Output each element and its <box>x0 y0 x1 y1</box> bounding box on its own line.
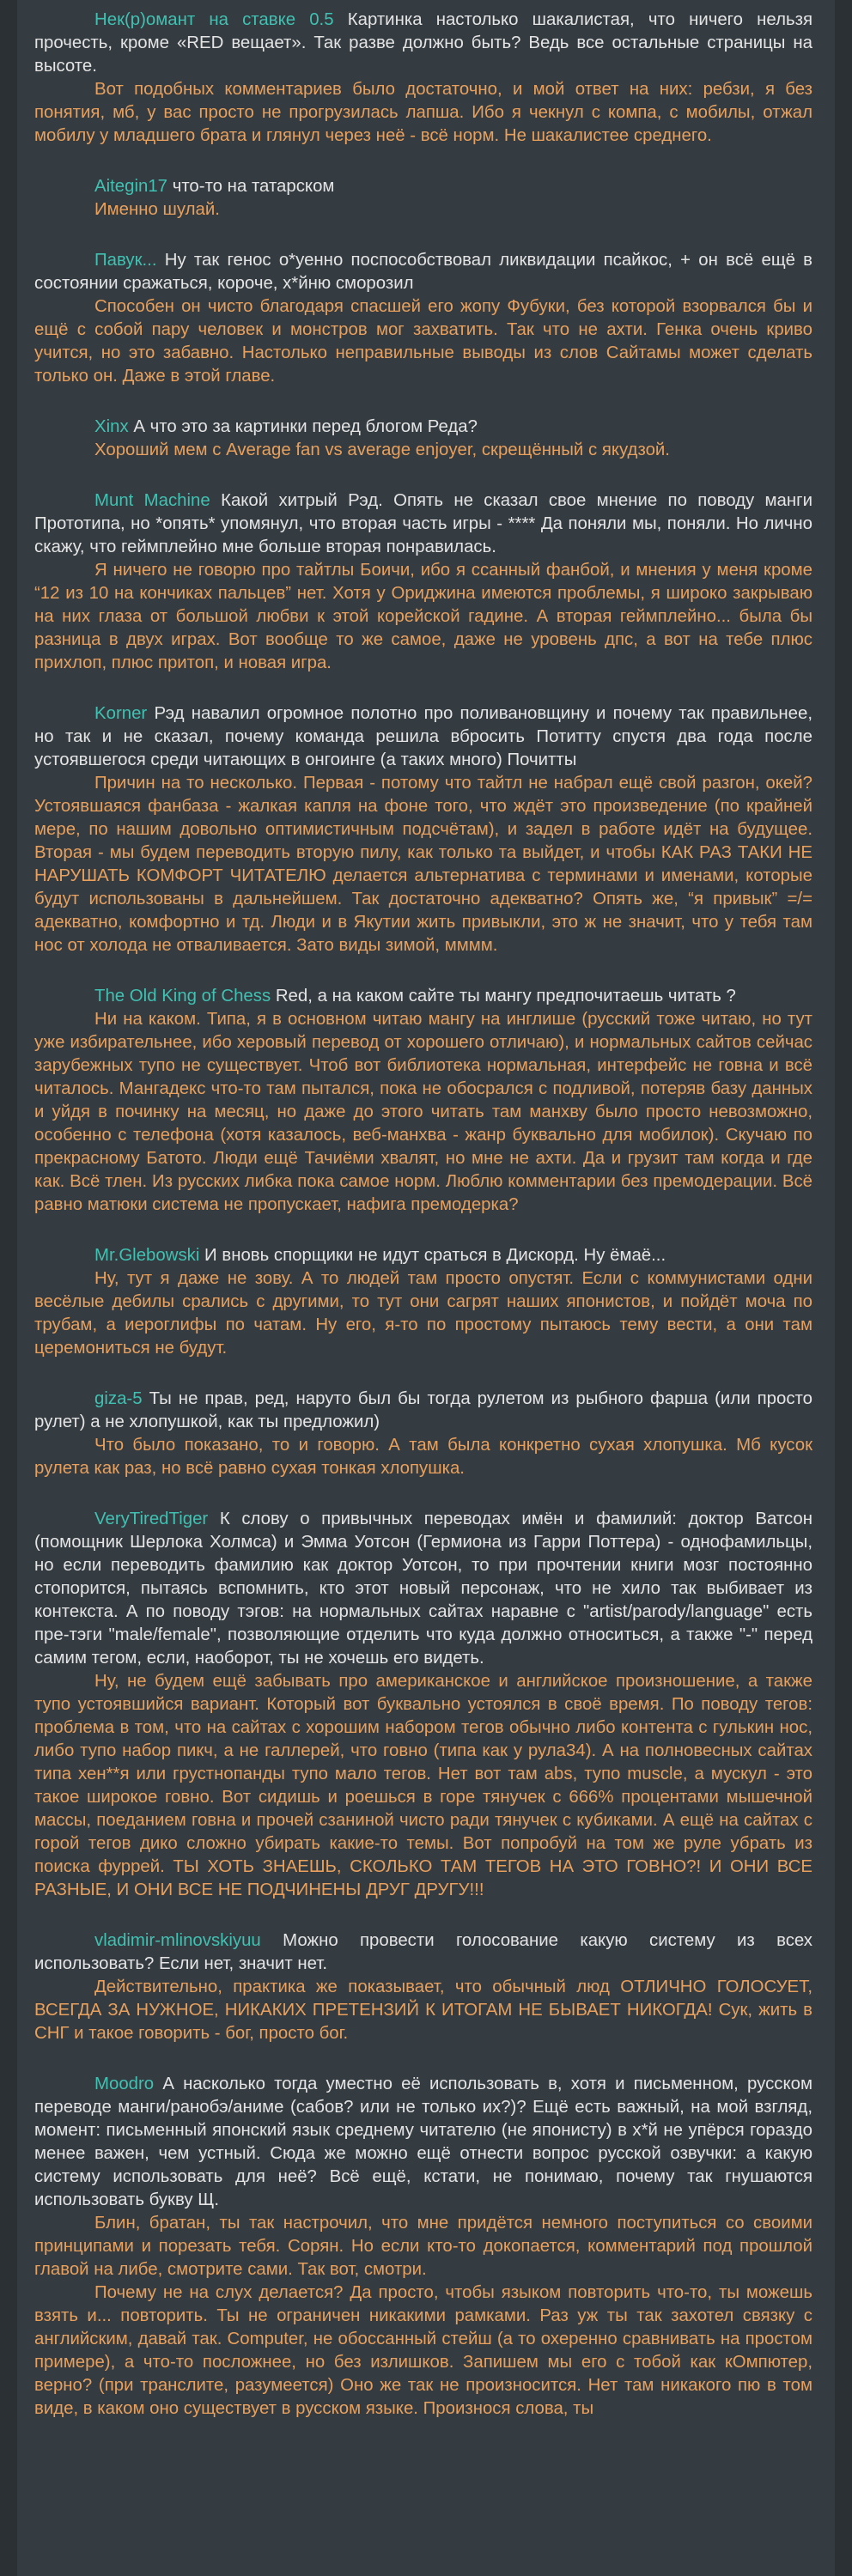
reply-text: Действительно, практика же показывает, что обычный люд ОТЛИЧНО ГОЛОСУЕТ, ВСЕГДА ЗА НУЖНОЕ, НИКАКИХ ПРЕТЕНЗИЙ К ИТОГАМ НЕ БЫВАЕТ НИКОГДА! Сук, жить в СНГ и такое говорить - бог, просто бог. <box>34 1978 812 2043</box>
comment <box>34 1388 812 1434</box>
comment <box>34 9 812 78</box>
comment-author[interactable]: Munt Machine <box>94 491 210 510</box>
comment-text: Можно провести голосование какую систему из всех использовать? Если нет, значит нет. <box>34 1931 812 1973</box>
comment <box>34 175 812 198</box>
reply-text: Вот подобных комментариев было достаточно, и мой ответ на них: ребзи, я без понятия, мб, у вас просто не прогрузилась лапша. Ибо я чекнул с компа, с мобилы, отжал мобилу у младшего брата и глянул через неё - всё норм. Не шакалистее среднего. <box>34 80 812 145</box>
comment-block <box>34 1244 812 1360</box>
comment <box>34 1244 812 1267</box>
comment-text: Red, а на каком сайте ты мангу предпочитаешь читать ? <box>275 987 736 1005</box>
comment-author[interactable]: giza-5 <box>94 1389 143 1408</box>
comment-text: Какой хитрый Рэд. Опять не сказал свое мнение по поводу манги Прототипа, но *опять* упомянул, что вторая часть игры - **** Да поняли мы, поняли. Но лично скажу, что геймплейно мне больше вторая понравилась. <box>34 491 812 556</box>
comment <box>34 985 812 1008</box>
comment <box>34 249 812 295</box>
comment-author[interactable]: Xinx <box>94 417 129 436</box>
comment-block <box>34 1508 812 1902</box>
comment-author[interactable]: Mr.Glebowski <box>94 1246 200 1265</box>
comment-author[interactable]: Нек(р)омант на ставке 0.5 <box>94 10 334 29</box>
comment-block <box>34 2073 812 2421</box>
comment <box>34 1508 812 1670</box>
reply-text: Почему не на слух делается? Да просто, чтобы языком повторить что-то, ты можешь взять и... повторить. Ты не ограничен никакими рамками. Раз уж ты так захотел связку с английским, давай так. Computer, не обоссанный стейш (а то охеренно сравнивать на простом примере), а что-то посложнее, но без излишков. Запишем мы его с тобой как кОмпютер, верно? (при транслите, разумеется) Оно же так не произносится. Нет там никакого пю в том виде, в каком оно существует в русском языке. Произнося слова, ты <box>34 2283 812 2418</box>
comment-text: Картинка настолько шакалистая, что ничего нельзя прочесть, кроме «RED вещает». Так разве должно быть? Ведь все остальные страницы на высоте. <box>34 10 812 76</box>
comment-block <box>34 1388 812 1480</box>
reply-text: Способен он чисто благодаря спасшей его жопу Фубуки, без которой взорвался бы и ещё с собой пару человек и монстров мог захватить. Так что не ахти. Генка очень криво учится, но это забавно. Настолько неправильные выводы из слов Сайтамы может сделать только он. Даже в этой главе. <box>34 297 812 386</box>
comment-text: К слову о привычных переводах имён и фамилий: доктор Ватсон (помощник Шерлока Холмса) и Эмма Уотсон (Гермиона из Гарри Поттера) - однофамильцы, но если переводить фамилию как доктор Уотсон, то при прочтении книги мозг постоянно стопорится, пытаясь вспомнить, кто этот новый персонаж, что не хило так выбивает из контекста. А по поводу тэгов: на нормальных сайтах наравне с "artist/parody/language" есть пре-тэги "male/female", позволяющие отделить что куда должно относиться, а также "-" перед самим тегом, если, наоборот, ты не хочешь его видеть. <box>34 1510 813 1668</box>
reply-text: Именно шулай. <box>94 200 220 219</box>
comment-block <box>34 489 812 675</box>
comment-text: Рэд навалил огромное полотно про поливановщину и почему так правильнее, но так и не сказал, почему команда решила вбросить Потитту спустя два года после устоявшегося среди читающих в онгоинге (а таких много) Почитты <box>34 704 812 769</box>
comment-text: Ты не прав, ред, наруто был бы тогда рулетом из рыбного фарша (или просто рулет) а не хлопушкой, как ты предложил) <box>34 1389 812 1431</box>
reply-text: Ну, не будем ещё забывать про американское и английское произношение, а также тупо устоявшийся вариант. Который вот буквально устоялся в своё время. По поводу тегов: проблема в том, что на сайтах с хорошим набором тегов обычно либо контента с гулькин нос, либо тупо набор пикч, а не галлерей, что говно (типа как у рула34). А на полновесных сайтах типа хен**я или грустнопанды тупо мало тегов. Нет вот там abs, тупо muscle, а мускул - это такое широкое говно. Вот сидишь и роешься в горе тянучек с 666% процентами мышечной массы, поеданием говна и прочей сзаниной чисто ради тянучек с кубиками. А ещё на сайтах с горой тегов дико сложно убирать какие-то темы. Вот попробуй на том же руле убрать из поиска фуррей. ТЫ ХОТЬ ЗНАЕШЬ, СКОЛЬКО ТАМ ТЕГОВ НА ЭТО ГОВНО?! И ОНИ ВСЕ РАЗНЫЕ, И ОНИ ВСЕ НЕ ПОДЧИНЕНЫ ДРУГ ДРУГУ!!! <box>34 1672 812 1899</box>
comment-author[interactable]: Moodro <box>94 2075 155 2093</box>
comment <box>34 1929 812 1976</box>
comment-block <box>34 1929 812 2045</box>
reply-text: Ни на каком. Типа, я в основном читаю мангу на инглише (русский тоже читаю, но тут уже избирательнее, ибо херовый перевод от хорошего отличаю), и нормальных сайтов сейчас зарубежных тупо не существует. Чтоб вот библиотека нормальная, интерфейс не говна и всё читалось. Мангадекс что-то там пытался, пока не обосрался с подливой, потеряв базу данных и уйдя в починку на месяц, но даже до этого читать там манхву было просто невозможно, особенно с телефона (хотя казалось, веб-манхва - жанр буквально для мобилок). Скучаю по прекрасному Батото. Люди ещё Тачиёми хвалят, но мне не ахти. Да и грузит там когда и где как. Всё тлен. Из русских либка пока самое норм. Люблю комментарии без премодерации. Всё равно матюки система не пропускает, нафига премодерка? <box>34 1010 812 1214</box>
comment-block <box>34 9 812 148</box>
comment-text: что-то на татарском <box>172 177 335 196</box>
reply-text: Блин, братан, ты так настрочил, что мне придётся немного поступиться со своими принципами и порезать тебя. Сорян. Но если кто-то докопается, комментарий под прошлой главой на либе, смотрите сами. Так вот, смотри. <box>34 2214 812 2279</box>
reply-text: Я ничего не говорю про тайтлы Боичи, ибо я ссанный фанбой, и мнения у меня кроме “12 из 10 на кончиках пальцев” нет. Хотя у Ориджина имеются проблемы, я широко закрываю на них глаза от большой любви к этой корейской гадине. А вторая геймплейно... была бы разница в двух играх. Вот вообще то же самое, даже не уровень дпс, а вот на тебе плюс прихлоп, плюс притоп, и новая игра. <box>34 561 812 672</box>
comment-block <box>34 249 812 388</box>
comment-author[interactable]: The Old King of Chess <box>94 987 271 1005</box>
comment-text: Ну так генос о*уенно поспособствовал ликвидации псайкос, + он всё ещё в состоянии сражаться, короче, х*йню сморозил <box>34 251 812 293</box>
page <box>17 0 835 2576</box>
comment-block <box>34 416 812 462</box>
comment-block <box>34 985 812 1217</box>
comment-text: И вновь спорщики не идут сраться в Дискорд. Ну ёмаё... <box>204 1246 666 1265</box>
comment <box>34 2073 812 2212</box>
comment-author[interactable]: vladimir-mlinovskiyuu <box>94 1931 261 1950</box>
reply-text: Ну, тут я даже не зову. А то людей там просто опустят. Если с коммунистами одни весёлые дебилы срались с другими, то тут они сагрят наших японистов, и пойдёт моча по трубам, а иероглифы по чатам. Ну его, я-то по простому пытаюсь тему вести, а они там церемониться не будут. <box>34 1269 812 1358</box>
reply-text: Хороший мем с Average fan vs average enjoyer, скрещённый с якудзой. <box>94 440 670 459</box>
comment-block <box>34 175 812 222</box>
comment-author[interactable]: Aitegin17 <box>94 177 168 196</box>
reply-text: Что было показано, то и говорю. А там была конкретно сухая хлопушка. Мб кусок рулета как раз, но всё равно сухая тонкая хлопушка. <box>34 1436 812 1478</box>
comment <box>34 489 812 559</box>
comment-author[interactable]: Korner <box>94 704 148 723</box>
comment-text: А насколько тогда уместно её использовать в, хотя и письменном, русском переводе манги/ранобэ/аниме (сабов? или не только их?)? Ещё есть важный, на мой взгляд, момент: письменный японский язык среднему читателю (не японисту) в х*й не упёрся гораздо менее важен, чем устный. Сюда же можно ещё отнести вопрос русской озвучки: а какую систему использовать для неё? Всё ещё, кстати, не понимаю, почему так гнушаются использовать букву Щ. <box>34 2075 812 2209</box>
comment-block <box>34 702 812 957</box>
comment-author[interactable]: VeryTiredTiger <box>94 1510 209 1528</box>
comment <box>34 416 812 439</box>
comment-author[interactable]: Павук... <box>94 251 157 270</box>
comment <box>34 702 812 772</box>
comment-text: А что это за картинки перед блогом Реда? <box>133 417 478 436</box>
reply-text: Причин на то несколько. Первая - потому что тайтл не набрал ещё свой разгон, окей? Устоявшаяся фанбаза - жалкая капля на фоне того, что ждёт это произведение (по крайней мере, по нашим довольно оптимистичным подсчётам), и задел в работе идёт на будущее. Вторая - мы будем переводить вторую пилу, как только та выйдет, и чтобы КАК РАЗ ТАКИ НЕ НАРУШАТЬ КОМФОРТ ЧИТАТЕЛЮ делается альтернатива с терминами и именами, которые будут использованы в дальнейшем. Так достаточно адекватно? Опять же, “я привык” =/= адекватно, комфортно и тд. Люди и в Якутии жить привыкли, это ж не значит, что у тебя там нос от холода не отваливается. Зато виды зимой, мммм. <box>34 774 812 955</box>
comment-thread <box>17 0 835 2421</box>
